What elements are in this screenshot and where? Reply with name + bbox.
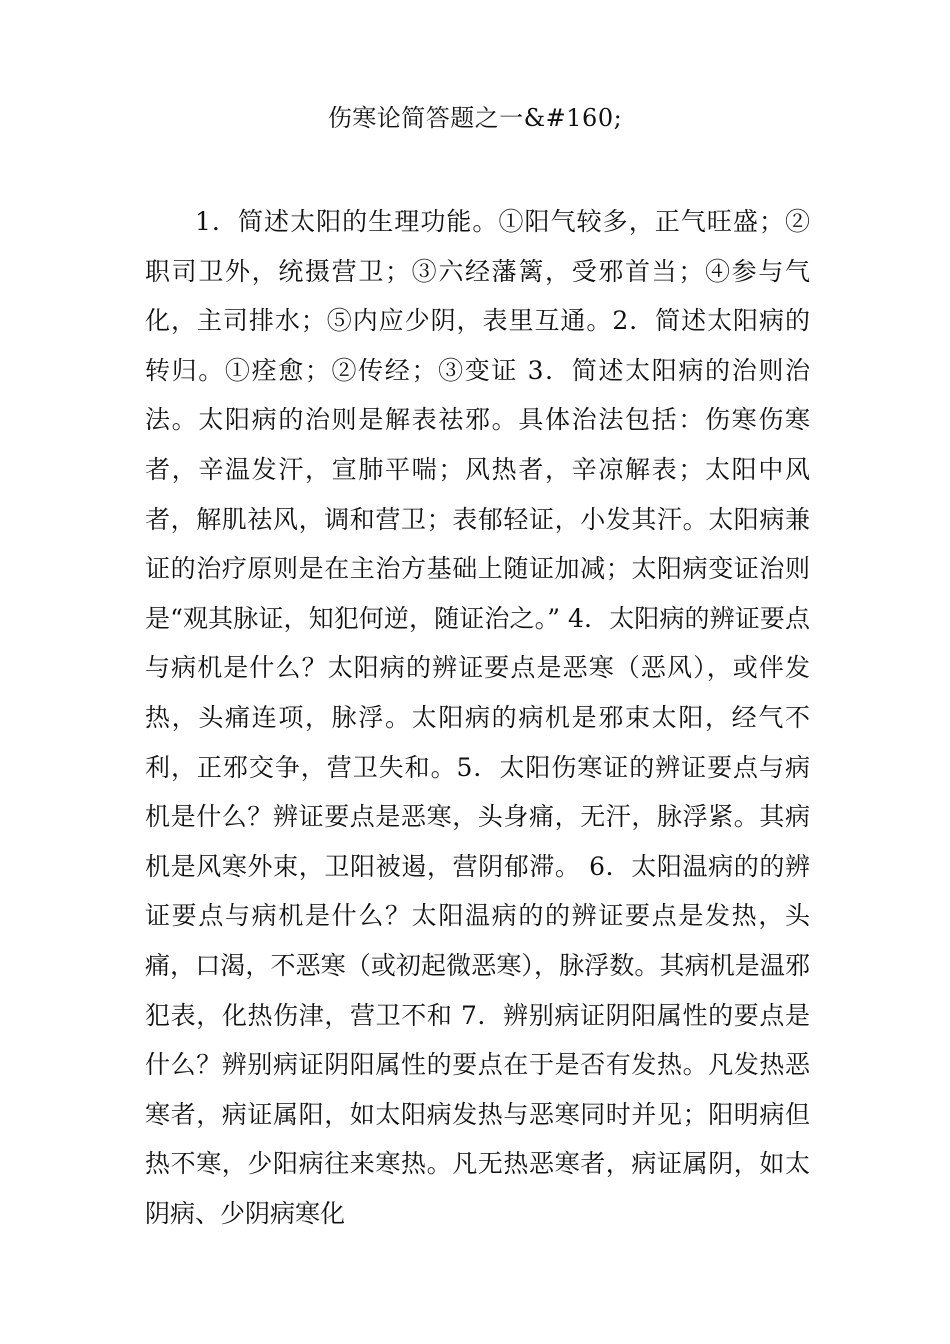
document-body-text: 1．简述太阳的生理功能。①阳气较多，正气旺盛；②职司卫外，统摄营卫；③六经藩篱，受邪首当；④参与气化，主司排水；⑤内应少阴，表里互通。2．简述太阳病的转归。①痊愈；②传经；③变证 3．简述太阳病的治则治法。太阳病的治则是解表祛邪。具体治法包括：伤寒伤寒者，辛温发汗，宣肺平喘；风热者，辛凉解表；太阳中风者，解肌祛风，调和营卫；表郁轻证，小发其汗。太阳病兼证的治疗原则是在主治方基础上随证加减；太阳病变证治则是“观其脉证，知犯何逆，随证治之。” 4．太阳病的辨证要点与病机是什么？太阳病的辨证要点是恶寒（恶风），或伴发热，头痛连项，脉浮。太阳病的病机是邪束太阳，经气不利，正邪交争，营卫失和。5．太阳伤寒证的辨证要点与病机是什么？辨证要点是恶寒，头身痛，无汗，脉浮紧。其病机是风寒外束，卫阳被遏，营阴郁滞。 6．太阳温病的的辨证要点与病机是什么？太阳温病的的辨证要点是发热，头痛，口渴，不恶寒（或初起微恶寒），脉浮数。其病机是温邪犯表，化热伤津，营卫不和 7．辨别病证阴阳属性的要点是什么？辨别病证阴阳属性的要点在于是否有发热。凡发热恶寒者，病证属阳，如太阳病发热与恶寒同时并见；阳明病但热不寒，少阳病往来寒热。凡无热恶寒者，病证属阴，如太阴病、少阴病寒化 xyxy=(145,207,810,1228)
document-title: 伤寒论简答题之一&#160; xyxy=(327,104,623,132)
